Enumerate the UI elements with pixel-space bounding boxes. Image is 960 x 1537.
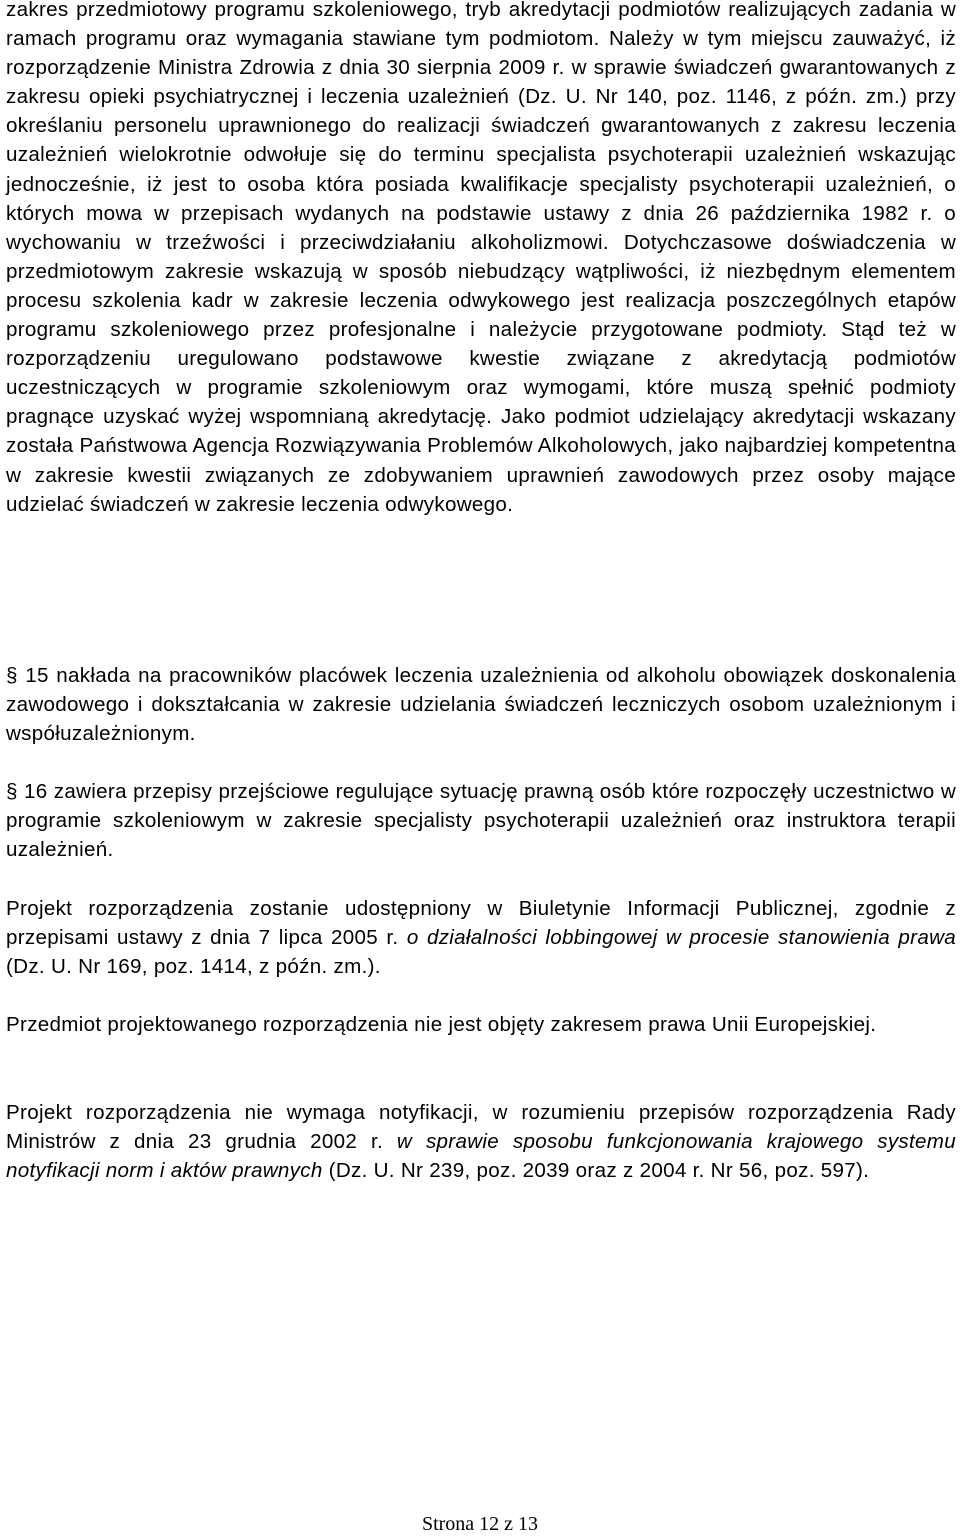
- paragraph-notification: [6, 1098, 956, 1185]
- paragraph-bip-publication: [6, 894, 956, 981]
- notification-text-end: (Dz. U. Nr 239, poz. 2039 oraz z 2004 r. Nr 56, poz. 597).: [322, 1159, 870, 1183]
- bip-act-title: o działalności lobbingowej w procesie stanowienia prawa: [406, 926, 956, 950]
- paragraph-continuation: zakres przedmiotowy programu szkoleniowego, tryb akredytacji podmiotów realizujących zadania w ramach programu oraz wymagania stawiane tym podmiotom. Należy w tym miejscu zauważyć, iż rozporządzenie Ministra Zdrowia z dnia 30 sierpnia 2009 r. w sprawie świadczeń gwarantowanych z zakresu opieki psychiatrycznej i leczenia uzależnień (Dz. U. Nr 140, poz. 1146, z późn. zm.) przy określaniu personelu uprawnionego do realizacji świadczeń gwarantowanych z zakresu leczenia uzależnień wielokrotnie odwołuje się do terminu specjalista psychoterapii uzależnień wskazując jednocześnie, iż jest to osoba która posiada kwalifikacje specjalisty psychoterapii uzależnień, o których mowa w przepisach wydanych na podstawie ustawy z dnia 26 października 1982 r. o wychowaniu w trzeźwości i przeciwdziałaniu alkoholizmowi. Dotychczasowe doświadczenia w przedmiotowym zakresie wskazują w sposób niebudzący wątpliwości, iż niezbędnym elementem procesu szkolenia kadr w zakresie leczenia odwykowego jest realizacja poszczególnych etapów programu szkoleniowego przez profesjonalne i należycie przygotowane podmioty. Stąd też w rozporządzeniu uregulowano podstawowe kwestie związane z akredytacją podmiotów uczestniczących w programie szkoleniowym oraz wymogami, które muszą spełnić podmioty pragnące uzyskać wyżej wspomnianą akredytację. Jako podmiot udzielający akredytacji wskazany została Państwowa Agencja Rozwiązywania Problemów Alkoholowych, jako najbardziej kompetentna w zakresie kwestii związanych ze zdobywaniem uprawnień zawodowych przez osoby mające udzielać świadczeń w zakresie leczenia odwykowego.: [6, 0, 956, 516]
- notification-act-title: w sprawie sposobu funkcjonowania krajowego systemu notyfikacji norm i aktów prawnych: [6, 1130, 956, 1183]
- paragraph-section-15: § 15 nakłada na pracowników placówek leczenia uzależnienia od alkoholu obowiązek doskonalenia zawodowego i dokształcania w zakresie udzielania świadczeń leczniczych osobom uzależnionym i współuzależnionym.: [6, 664, 956, 746]
- bip-text-end: (Dz. U. Nr 169, poz. 1414, z późn. zm.).: [6, 955, 381, 979]
- page-number-footer: Strona 12 z 13: [421, 1513, 539, 1535]
- paragraph-eu-law: Przedmiot projektowanego rozporządzenia nie jest objęty zakresem prawa Unii Europejskiej.: [6, 1013, 877, 1036]
- notification-text-start: Projekt rozporządzenia nie wymaga notyfikacji, w rozumieniu przepisów rozporządzenia Rady Ministrów z dnia 23 grudnia 2002 r.: [6, 1101, 956, 1154]
- bip-text-start: Projekt rozporządzenia zostanie udostępniony w Biuletynie Informacji Publicznej, zgodnie z przepisami ustawy z dnia 7 lipca 2005 r.: [6, 897, 956, 950]
- paragraph-section-16: § 16 zawiera przepisy przejściowe regulujące sytuację prawną osób które rozpoczęły uczestnictwo w programie szkoleniowym w zakresie specjalisty psychoterapii uzależnień oraz instruktora terapii uzależnień.: [6, 780, 956, 862]
